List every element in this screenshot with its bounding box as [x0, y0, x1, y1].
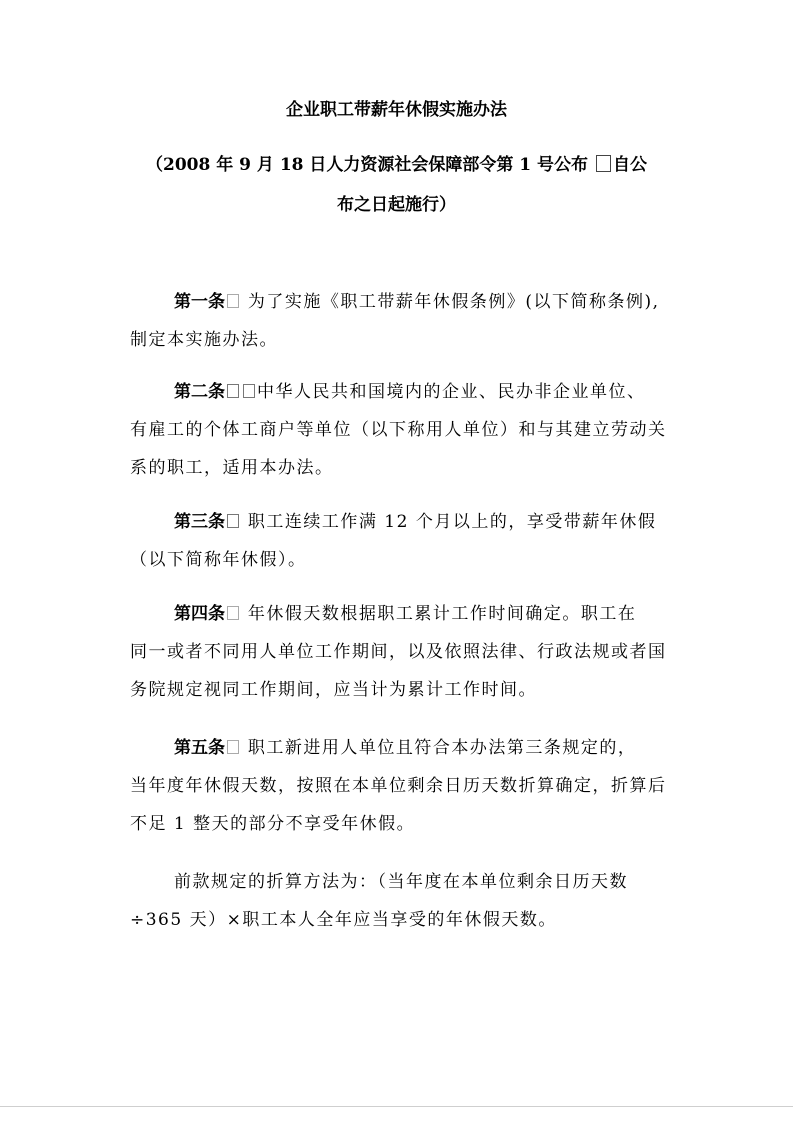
article-text: 同一或者不同用人单位工作期间，以及依照法律、行政法规或者国务院规定视同工作期间，应当计为累计工作时间。: [130, 642, 667, 700]
placeholder-box-icon: [227, 384, 239, 398]
placeholder-box-icon: [227, 740, 239, 754]
article-heading: 第五条: [174, 738, 225, 758]
article-text-line1: 职工新进用人单位且符合本办法第三条规定的，: [247, 738, 637, 758]
subtitle-text-part1: （2008 年 9 月 18 日人力资源社会保障部令第 1 号公布: [146, 155, 589, 175]
article-4: [130, 595, 675, 709]
placeholder-box-icon: [243, 384, 255, 398]
placeholder-box-icon: [596, 155, 611, 172]
article-text: 有雇工的个体工商户等单位（以下称用人单位）和与其建立劳动关系的职工，适用本办法。: [130, 420, 667, 478]
article-heading: 第三条: [174, 512, 225, 532]
document-subtitle: [120, 145, 673, 225]
article-heading: 第二条: [174, 382, 225, 402]
subtitle-text-part2: 自公: [612, 155, 647, 175]
article-5: [130, 729, 675, 843]
article-2: [130, 373, 675, 487]
article-text-line1: 年休假天数根据职工累计工作时间确定。职工在: [247, 604, 637, 624]
placeholder-box-icon: [227, 606, 239, 620]
article-text: （以下简称年休假）。: [130, 550, 307, 570]
article-text-line1: 中华人民共和国境内的企业、民办非企业单位、: [257, 382, 646, 402]
article-1: [130, 283, 675, 359]
formula-text: 前款规定的折算方法为：（当年度在本单位剩余日历天数÷365 天）×职工本人全年应当享受的年休假天数。: [130, 872, 628, 930]
article-text-line1: 职工连续工作满 12 个月以上的，享受带薪年休假: [247, 512, 657, 532]
article-text: 制定本实施办法。: [130, 330, 278, 350]
article-3: [130, 503, 675, 579]
article-text: 当年度年休假天数，按照在本单位剩余日历天数折算确定，折算后不足 1 整天的部分不享受年休假。: [130, 776, 667, 834]
page-bottom-divider: [0, 1106, 793, 1107]
placeholder-box-icon: [227, 514, 239, 528]
placeholder-box-icon: [227, 294, 239, 308]
document-title: 企业职工带薪年休假实施办法: [286, 100, 507, 120]
article-text-line1: 为了实施《职工带薪年休假条例》(以下简称条例),: [247, 292, 660, 312]
article-heading: 第一条: [174, 292, 225, 312]
article-heading: 第四条: [174, 604, 225, 624]
formula-paragraph: [130, 863, 675, 939]
subtitle-text-part3: 布之日起施行）: [337, 195, 456, 215]
